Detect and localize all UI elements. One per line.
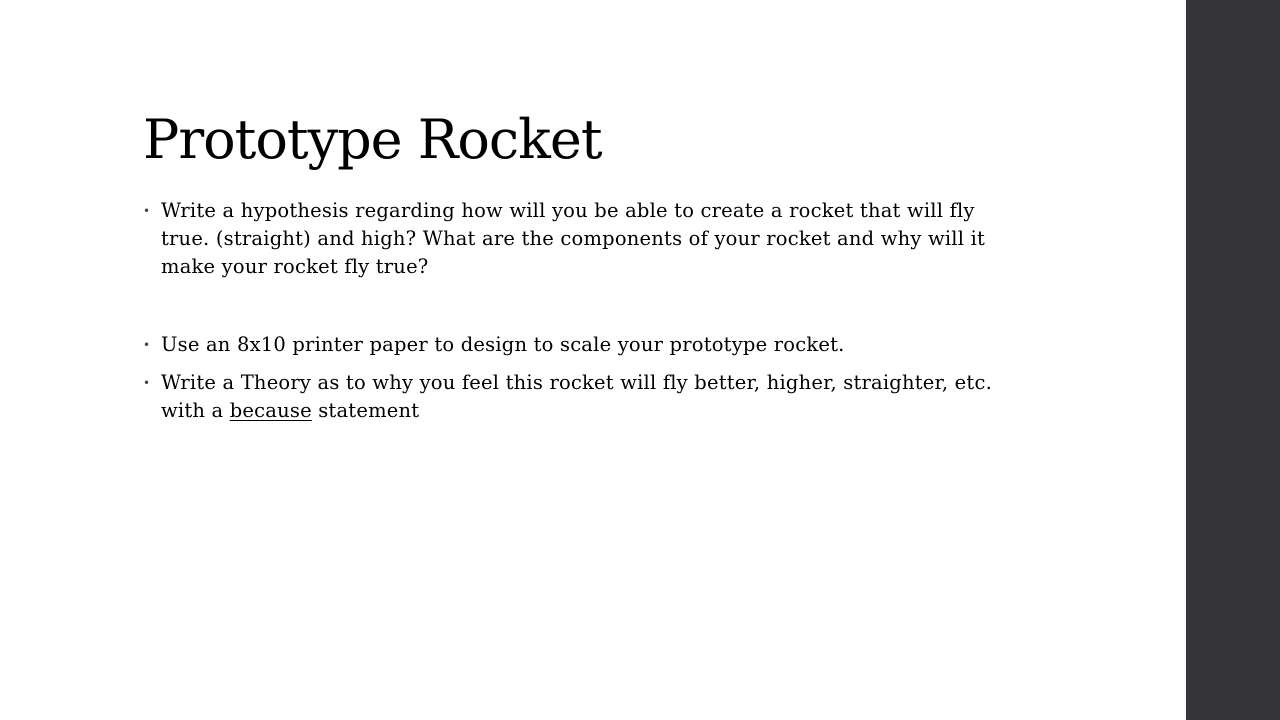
bullet-text-before: Write a Theory as to why you feel this rocket will fly better, higher, straighter, etc. with a bbox=[161, 371, 992, 422]
side-accent-bar bbox=[1186, 0, 1280, 720]
underlined-word: because bbox=[229, 399, 312, 422]
bullet-text: Use an 8x10 printer paper to design to scale your prototype rocket. bbox=[161, 333, 845, 356]
bullet-list bbox=[143, 197, 1003, 425]
bullet-item-hypothesis bbox=[143, 197, 1003, 281]
slide-title: Prototype Rocket bbox=[143, 108, 602, 171]
bullet-item-theory bbox=[143, 369, 1003, 425]
bullet-text: Write a hypothesis regarding how will you be able to create a rocket that will fly true. (straight) and high? What are the components of your rocket and why will it make your rocket fly true? bbox=[161, 199, 986, 278]
bullet-item-printer-paper bbox=[143, 331, 1003, 359]
bullet-text-after: statement bbox=[311, 399, 420, 422]
